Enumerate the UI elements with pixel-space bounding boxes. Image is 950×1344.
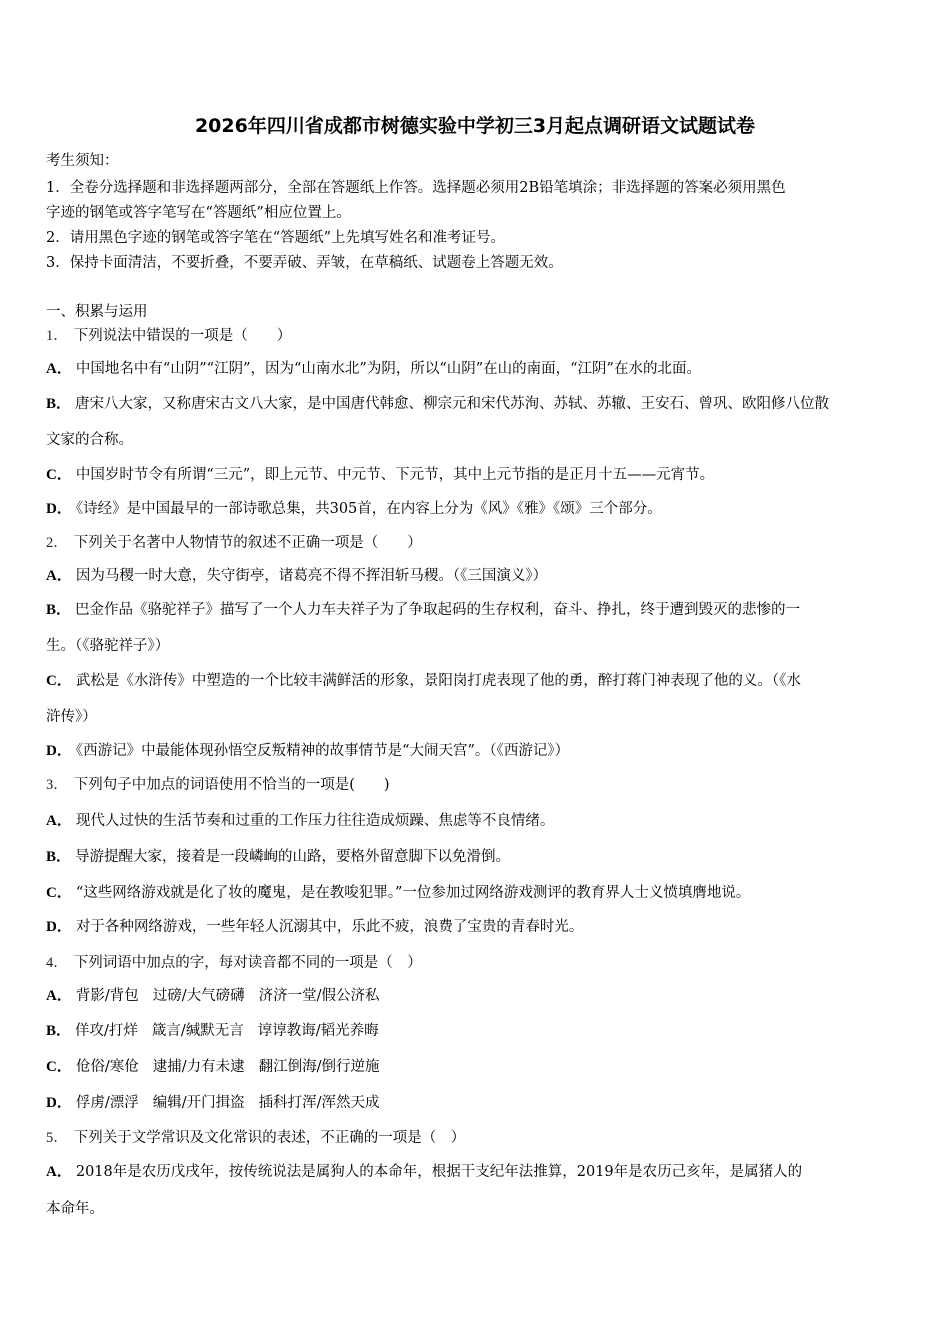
q2-option-a xyxy=(46,566,908,586)
question-5 xyxy=(46,1128,908,1148)
option-letter: B． xyxy=(46,849,72,865)
option-text: 2018年是农历戊戌年，按传统说法是属狗人的本命年，根据干支纪年法推算，2019年是农历己亥年，是属猪人的 xyxy=(75,1164,803,1180)
word-pair: 编辑/开门揖盗 xyxy=(152,1095,245,1111)
question-4 xyxy=(46,953,908,973)
word-pair: 过磅/大气磅礴 xyxy=(152,988,245,1004)
option-text: 因为马稷一时大意，失守街亭，诸葛亮不得不挥泪斩马稷。（《三国演义》） xyxy=(75,568,548,584)
word-pair: 背影/背包 xyxy=(75,988,139,1004)
question-stem: 下列词语中加点的字，每对读音都不同的一项是（ ） xyxy=(73,955,422,971)
q1-option-a xyxy=(46,359,908,379)
option-text: 巴金作品《骆驼祥子》描写了一个人力车夫祥子为了争取起码的生存权利，奋斗、挣扎，终于遭到毁灭的悲惨的一 xyxy=(75,602,801,618)
option-letter: A． xyxy=(46,1164,72,1180)
option-text: 《西游记》中最能体现孙悟空反叛精神的故事情节是“大闹天宫”。（《西游记》） xyxy=(75,743,570,759)
question-stem: 下列说法中错误的一项是（ ） xyxy=(73,328,292,344)
question-2 xyxy=(46,533,908,553)
notice-item: 2．请用黑色字迹的钢笔或答字笔在“答题纸”上先填写姓名和准考证号。 xyxy=(46,230,506,246)
option-text: 中国岁时节令有所谓“三元”，即上元节、中元节、下元节，其中上元节指的是正月十五——元宵节。 xyxy=(75,467,715,483)
q4-option-c xyxy=(46,1057,908,1077)
q2-option-c-cont: 浒传》） xyxy=(46,709,97,725)
q2-option-b xyxy=(46,600,908,620)
question-number: 5． xyxy=(46,1130,68,1146)
word-pair: 佯攻/打烊 xyxy=(75,1023,138,1039)
q3-option-c xyxy=(46,883,908,903)
option-text: 中国地名中有“山阴”“江阴”，因为“山南水北”为阴，所以“山阴”在山的南面，“江阴”在水的北面。 xyxy=(75,361,701,377)
option-letter: C． xyxy=(46,467,72,483)
q3-option-a xyxy=(46,811,908,831)
notice-item: 3．保持卡面清洁，不要折叠，不要弄破、弄皱，在草稿纸、试题卷上答题无效。 xyxy=(46,255,563,271)
option-letter: A． xyxy=(46,988,72,1004)
option-letter: B． xyxy=(46,396,72,412)
question-number: 2． xyxy=(46,535,68,551)
q5-option-a xyxy=(46,1162,908,1182)
page-title: 2026年四川省成都市树德实验中学初三3月起点调研语文试题试卷 xyxy=(194,115,756,137)
word-pair: 箴言/缄默无言 xyxy=(151,1023,244,1039)
question-stem: 下列句子中加点的词语使用不恰当的一项是( ) xyxy=(73,777,390,793)
option-letter: D． xyxy=(46,743,72,759)
notice-heading: 考生须知： xyxy=(46,153,119,169)
option-text: 武松是《水浒传》中塑造的一个比较丰满鲜活的形象，景阳岗打虎表现了他的勇，醉打蒋门神表现了他的义。（《水 xyxy=(75,673,801,689)
word-pair: 翻江倒海/倒行逆施 xyxy=(258,1059,380,1075)
option-letter: A． xyxy=(46,813,72,829)
word-pair: 谆谆教诲/韬光养晦 xyxy=(257,1023,379,1039)
option-text: 导游提醒大家，接着是一段嶙峋的山路，要格外留意脚下以免滑倒。 xyxy=(75,849,511,865)
option-letter: D． xyxy=(46,501,72,517)
option-letter: C． xyxy=(46,885,72,901)
option-text: 现代人过快的生活节奏和过重的工作压力往往造成烦躁、焦虑等不良情绪。 xyxy=(75,813,555,829)
word-pair: 伧俗/寒伧 xyxy=(75,1059,139,1075)
q3-option-b xyxy=(46,847,908,867)
option-text: 唐宋八大家，又称唐宋古文八大家，是中国唐代韩愈、柳宗元和宋代苏洵、苏轼、苏辙、王安石、曾巩、欧阳修八位散 xyxy=(75,396,830,412)
question-stem: 下列关于文学常识及文化常识的表述，不正确的一项是（ ） xyxy=(73,1130,466,1146)
q1-option-b xyxy=(46,394,908,414)
q1-option-d xyxy=(46,499,908,519)
option-text: 对于各种网络游戏，一些年轻人沉溺其中，乐此不疲，浪费了宝贵的青春时光。 xyxy=(75,919,584,935)
option-letter: B． xyxy=(46,1023,72,1039)
q4-option-a xyxy=(46,986,908,1006)
q4-option-b xyxy=(46,1021,908,1041)
word-pair: 插科打浑/浑然天成 xyxy=(258,1095,380,1111)
option-letter: D． xyxy=(46,1095,72,1111)
option-letter: A． xyxy=(46,361,72,377)
q5-option-a-cont: 本命年。 xyxy=(46,1201,104,1217)
word-pair: 逮捕/力有未逮 xyxy=(152,1059,245,1075)
option-letter: D． xyxy=(46,919,72,935)
q3-option-d xyxy=(46,917,908,937)
option-letter: B． xyxy=(46,602,72,618)
option-text: “这些网络游戏就是化了妆的魔鬼，是在教唆犯罪。”一位参加过网络游戏测评的教育界人士义愤填膺地说。 xyxy=(75,885,751,901)
notice-item: 1．全卷分选择题和非选择题两部分，全部在答题纸上作答。选择题必须用2B铅笔填涂；非选择题的答案必须用黑色 xyxy=(46,180,786,196)
option-text: 《诗经》是中国最早的一部诗歌总集，共305首，在内容上分为《风》《雅》《颂》三个部分。 xyxy=(75,501,662,517)
q2-option-d xyxy=(46,741,908,761)
q2-option-b-cont: 生。（《骆驼祥子》） xyxy=(46,638,170,654)
question-number: 1． xyxy=(46,328,68,344)
q2-option-c xyxy=(46,671,908,691)
question-1 xyxy=(46,326,908,346)
q4-option-d xyxy=(46,1093,908,1113)
question-3 xyxy=(46,775,908,795)
notice-item: 字迹的钢笔或答字笔写在“答题纸”相应位置上。 xyxy=(46,205,351,221)
word-pair: 济济一堂/假公济私 xyxy=(258,988,380,1004)
word-pair: 俘虏/漂浮 xyxy=(75,1095,139,1111)
option-letter: A． xyxy=(46,568,72,584)
section-heading: 一、积累与运用 xyxy=(46,304,148,320)
question-number: 3． xyxy=(46,777,68,793)
question-number: 4． xyxy=(46,955,68,971)
option-letter: C． xyxy=(46,1059,72,1075)
option-letter: C． xyxy=(46,673,72,689)
q1-option-c xyxy=(46,465,908,485)
q1-option-b-cont: 文家的合称。 xyxy=(46,432,133,448)
question-stem: 下列关于名著中人物情节的叙述不正确一项是（ ） xyxy=(73,535,422,551)
